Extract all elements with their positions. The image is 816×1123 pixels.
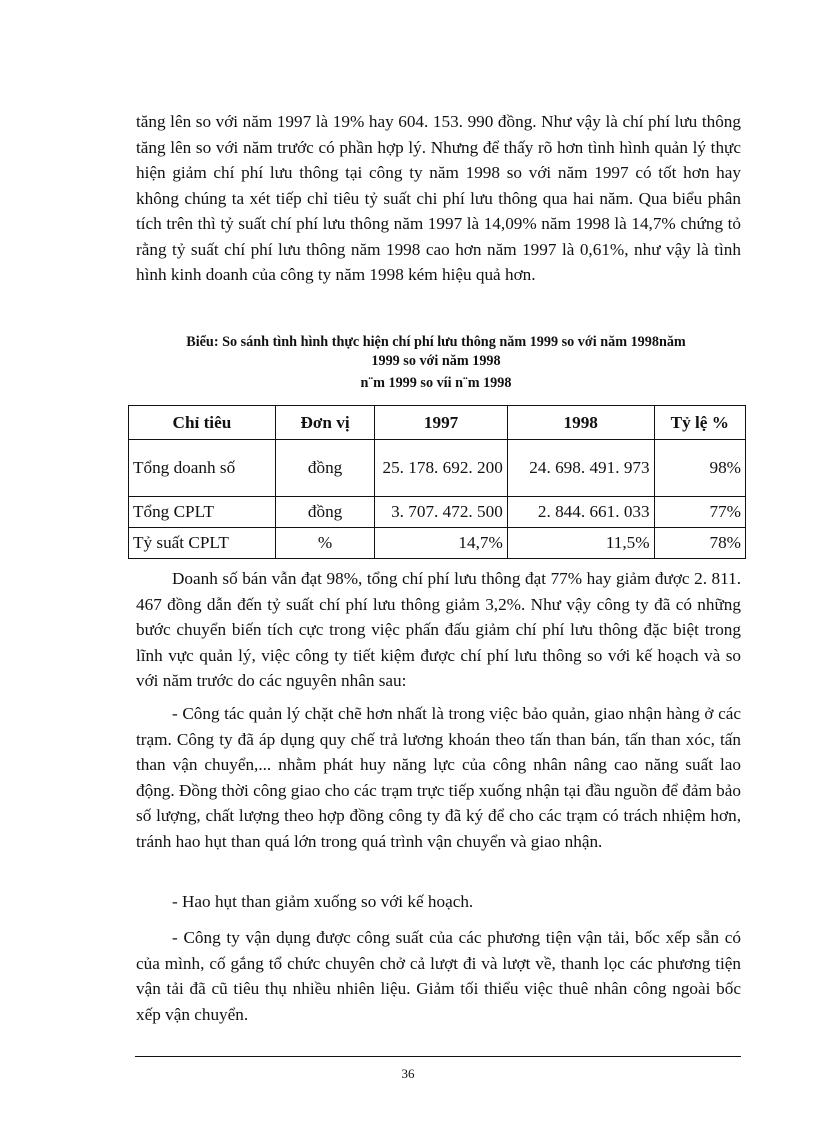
cell-1997: 25. 178. 692. 200 — [375, 440, 507, 497]
cell-unit: % — [275, 528, 375, 559]
table-caption-line-3: n¨m 1999 so víi n¨m 1998 — [360, 375, 512, 391]
cell-indicator: Tổng CPLT — [129, 497, 276, 528]
cell-rate: 77% — [654, 497, 745, 528]
table-row — [129, 497, 746, 528]
footer-divider — [135, 1056, 741, 1057]
cost-comparison-table — [128, 405, 746, 559]
cell-indicator: Tỷ suất CPLT — [129, 528, 276, 559]
paragraph-transport-capacity: - Công ty vận dụng được công suất của các phương tiện vận tải, bốc xếp sẵn có của mình, cố gắng tổ chức chuyên chở cả lượt đi và lượt về, thanh lọc các phương tiện vận tải đã cũ tiêu thụ nhiều nhiên liệu. Giảm tối thiểu việc thuê nhân công ngoài bốc xếp vận chuyển. — [136, 928, 741, 1024]
header-year-1997: 1997 — [375, 406, 507, 440]
cell-unit: đồng — [275, 440, 375, 497]
cell-rate: 98% — [654, 440, 745, 497]
cell-1998: 24. 698. 491. 973 — [507, 440, 654, 497]
table-caption-line-2: 1999 so với năm 1998 — [371, 353, 501, 369]
cell-rate: 78% — [654, 528, 745, 559]
paragraph-cost-analysis: tăng lên so với năm 1997 là 19% hay 604. 153. 990 đồng. Như vậy là chí phí lưu thông tăng lên so với năm trước có phần hợp lý. Nhưng để thấy rõ hơn tình hình quản lý thực hiện giảm chí phí lưu thông tại công ty năm 1998 so với năm 1997 có tốt hơn hay không chúng ta xét tiếp chỉ tiêu tỷ suất chi phí lưu thông qua hai năm. Qua biểu phân tích trên thì tỷ suất chí phí lưu thông năm 1997 là 14,09% năm 1998 là 14,7% chứng tỏ rằng tỷ suất chí phí lưu thông năm 1998 cao hơn năm 1997 là 0,61%, như vậy là tình hình kinh doanh của công ty năm 1998 kém hiệu quả hơn. — [136, 112, 741, 284]
header-unit: Đơn vị — [275, 406, 375, 440]
cell-indicator: Tổng doanh số — [129, 440, 276, 497]
header-year-1998: 1998 — [507, 406, 654, 440]
paragraph-management-reason: - Công tác quản lý chặt chẽ hơn nhất là trong việc bảo quản, giao nhận hàng ở các trạm. Công ty đã áp dụng quy chế trả lương khoán theo tấn than bán, tấn than xóc, tấn than vận chuyển,... nhằm phát huy năng lực của công nhân nâng cao năng suất lao động. Đồng thời công giao cho các trạm trực tiếp xuống nhận tại đầu nguồn để đảm bảo số lượng, chất lượng theo hợp đồng công ty đã ký để cho các trạm có trách nhiệm hơn, tránh hao hụt than quá lớn trong quá trình vận chuyển và giao nhận. — [136, 704, 741, 851]
paragraph-loss-reduction: - Hao hụt than giảm xuống so với kế hoạch. — [172, 892, 474, 911]
page-number: 36 — [401, 1066, 415, 1081]
table-header-row — [129, 406, 746, 440]
cell-unit: đồng — [275, 497, 375, 528]
table-row — [129, 440, 746, 497]
cell-1998: 2. 844. 661. 033 — [507, 497, 654, 528]
table-row — [129, 528, 746, 559]
cell-1998: 11,5% — [507, 528, 654, 559]
header-indicator: Chỉ tiêu — [129, 406, 276, 440]
paragraph-sales-result: Doanh số bán vẫn đạt 98%, tổng chí phí lưu thông đạt 77% hay giảm được 2. 811. 467 đồng dẫn đến tỷ suất chí phí lưu thông giảm 3,2%. Như vậy công ty đã có những bước chuyển biến tích cực trong việc phấn đấu giảm chí phí lưu thông đặc biệt trong lĩnh vực quản lý, việc công ty tiết kiệm được chí phí lưu thông so với kế hoạch và so với năm trước do các nguyên nhân sau: — [136, 569, 741, 690]
header-rate: Tỷ lệ % — [654, 406, 745, 440]
cell-1997: 14,7% — [375, 528, 507, 559]
cell-1997: 3. 707. 472. 500 — [375, 497, 507, 528]
table-caption-line-1: Biểu: So sánh tình hình thực hiện chí phí lưu thông năm 1999 so với năm 1998năm — [186, 334, 686, 350]
